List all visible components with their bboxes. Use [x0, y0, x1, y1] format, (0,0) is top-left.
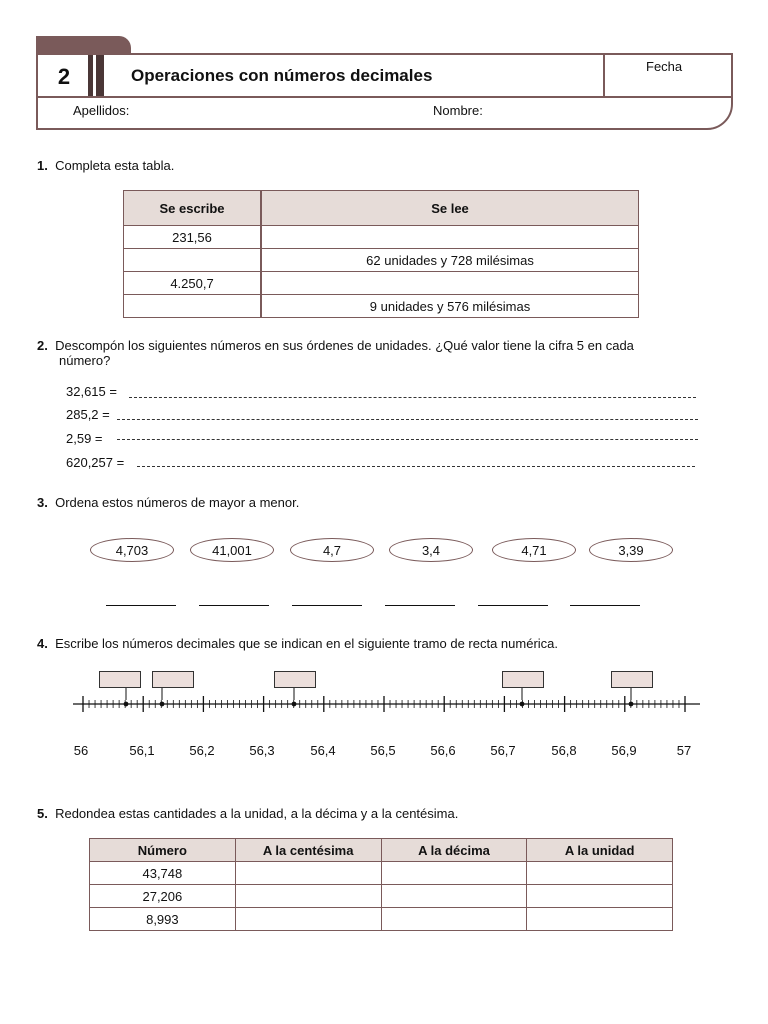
number-line-label: 56,3 [249, 743, 275, 758]
number-line-label: 56,8 [551, 743, 577, 758]
header-decor-bar [96, 55, 104, 97]
number-line-label: 56 [73, 743, 89, 758]
table-cell[interactable] [235, 908, 381, 931]
question-1 [37, 158, 174, 173]
order-blank[interactable] [385, 605, 455, 606]
table-rounding [89, 838, 673, 931]
point-marker [160, 702, 165, 707]
answer-line[interactable] [137, 466, 695, 467]
table-cell[interactable] [381, 908, 527, 931]
point-marker [292, 702, 297, 707]
question-number: 1. [37, 158, 48, 173]
table-cell[interactable] [527, 862, 673, 885]
apellidos-label: Apellidos: [73, 103, 130, 118]
number-line-label: 56,2 [189, 743, 215, 758]
table-reading [123, 190, 639, 318]
number-line [0, 660, 768, 730]
table-cell[interactable] [235, 885, 381, 908]
decompose-item: 32,615 = [66, 384, 117, 399]
table-cell[interactable]: 4.250,7 [124, 272, 262, 295]
question-text: Ordena estos números de mayor a menor. [55, 495, 300, 510]
table-cell: 8,993 [90, 908, 236, 931]
order-blank[interactable] [292, 605, 362, 606]
table-cell[interactable] [527, 885, 673, 908]
order-blank[interactable] [199, 605, 269, 606]
table-row [124, 295, 639, 318]
number-line-label: 56,9 [611, 743, 637, 758]
table-cell: 43,748 [90, 862, 236, 885]
question-2 [37, 338, 634, 353]
header-frame [36, 53, 733, 130]
column-header: Se escribe [124, 191, 262, 226]
number-line-label: 57 [676, 743, 692, 758]
question-4 [37, 636, 558, 651]
table-cell[interactable] [527, 908, 673, 931]
number-oval: 4,703 [90, 538, 174, 562]
table-row [124, 249, 639, 272]
number-line-label: 56,6 [430, 743, 456, 758]
question-text-continued: número? [59, 353, 111, 368]
order-blank[interactable] [570, 605, 640, 606]
table-row [124, 226, 639, 249]
question-3 [37, 495, 299, 510]
number-oval: 4,71 [492, 538, 576, 562]
answer-line[interactable] [117, 419, 698, 420]
point-marker [629, 702, 634, 707]
point-marker [124, 702, 129, 707]
order-blank[interactable] [478, 605, 548, 606]
number-oval: 41,001 [190, 538, 274, 562]
question-number: 4. [37, 636, 48, 651]
table-row [90, 885, 673, 908]
column-header: A la centésima [235, 839, 381, 862]
number-oval: 3,39 [589, 538, 673, 562]
decompose-item: 285,2 = [66, 407, 110, 422]
decompose-item: 620,257 = [66, 455, 125, 470]
question-text: Completa esta tabla. [55, 158, 175, 173]
header-divider [38, 96, 731, 98]
number-oval: 4,7 [290, 538, 374, 562]
answer-line[interactable] [129, 397, 696, 398]
header-divider [603, 55, 605, 97]
table-cell: 27,206 [90, 885, 236, 908]
number-oval: 3,4 [389, 538, 473, 562]
table-row [90, 908, 673, 931]
question-5 [37, 806, 458, 821]
decompose-item: 2,59 = [66, 431, 103, 446]
table-row [90, 862, 673, 885]
column-header: Número [90, 839, 236, 862]
table-cell[interactable] [261, 272, 639, 295]
table-cell[interactable] [381, 885, 527, 908]
question-text: Redondea estas cantidades a la unidad, a la décima y a la centésima. [55, 806, 459, 821]
table-cell[interactable] [124, 249, 262, 272]
unit-number: 2 [57, 64, 71, 89]
column-header: Se lee [261, 191, 639, 226]
table-cell[interactable]: 62 unidades y 728 milésimas [261, 249, 639, 272]
question-text: Descompón los siguientes números en sus órdenes de unidades. ¿Qué valor tiene la cifra 5 en cada [55, 338, 634, 353]
question-number: 5. [37, 806, 48, 821]
header-decor-bar [88, 55, 93, 97]
number-line-label: 56,7 [490, 743, 516, 758]
question-text: Escribe los números decimales que se indican en el siguiente tramo de recta numérica. [55, 636, 559, 651]
question-number: 3. [37, 495, 48, 510]
nombre-label: Nombre: [433, 103, 483, 118]
number-line-label: 56,5 [370, 743, 396, 758]
point-marker [520, 702, 525, 707]
table-cell[interactable]: 9 unidades y 576 milésimas [261, 295, 639, 318]
column-header: A la unidad [527, 839, 673, 862]
question-number: 2. [37, 338, 48, 353]
table-row [124, 272, 639, 295]
answer-line[interactable] [117, 439, 698, 440]
table-cell[interactable]: 231,56 [124, 226, 262, 249]
table-cell[interactable] [235, 862, 381, 885]
column-header: A la décima [381, 839, 527, 862]
number-line-ticks [83, 696, 685, 712]
fecha-label: Fecha [646, 59, 683, 74]
table-cell[interactable] [381, 862, 527, 885]
page-title: Operaciones con números decimales [131, 66, 433, 85]
table-cell[interactable] [261, 226, 639, 249]
table-cell[interactable] [124, 295, 262, 318]
number-line-label: 56,4 [310, 743, 336, 758]
number-line-label: 56,1 [129, 743, 155, 758]
order-blank[interactable] [106, 605, 176, 606]
